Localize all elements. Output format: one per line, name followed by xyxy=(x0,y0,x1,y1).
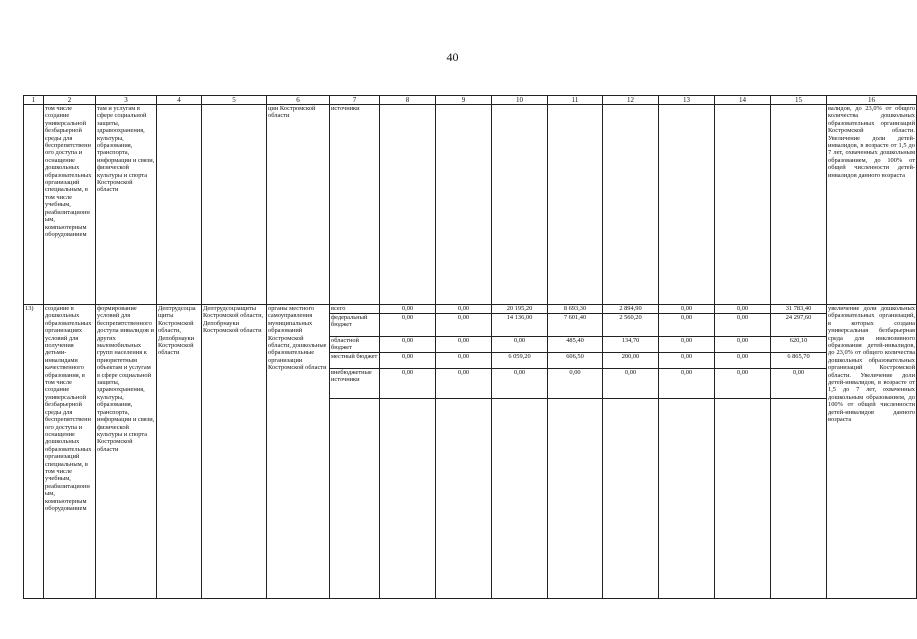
cell-value: 24 297,60 xyxy=(771,314,827,337)
cell-value: 0,00 xyxy=(715,337,771,353)
cell-value: 0,00 xyxy=(715,305,771,314)
cell-value: 0,00 xyxy=(436,305,492,314)
cell-value: 606,50 xyxy=(548,353,603,369)
cell-source: местный бюджет xyxy=(330,353,380,369)
cell-value: 0,00 xyxy=(492,369,548,399)
col-header: 15 xyxy=(771,96,827,105)
cell-participants: ции Костромской области xyxy=(267,105,330,305)
cell-row-number: 13) xyxy=(24,305,44,599)
cell-value: 0,00 xyxy=(492,337,548,353)
header-row xyxy=(24,96,917,105)
col-header: 1 xyxy=(24,96,44,105)
cell-goal: там и услугам в сфере социальной защиты, здравоохранения, культуры, образования, транспорта, информации и связи, физической культуры и спорта Костромской области xyxy=(96,105,157,305)
col-header: 13 xyxy=(659,96,715,105)
col-header: 5 xyxy=(202,96,267,105)
col-header: 6 xyxy=(267,96,330,105)
cell-value: 0,00 xyxy=(436,353,492,369)
cell-source: источники xyxy=(330,105,380,305)
cell-value: 0,00 xyxy=(659,353,715,369)
col-header: 8 xyxy=(380,96,436,105)
col-header: 16 xyxy=(827,96,917,105)
table-row-continued xyxy=(24,105,917,305)
page-number: 40 xyxy=(446,50,459,64)
col-header: 11 xyxy=(548,96,603,105)
cell-value: 2 560,20 xyxy=(603,314,659,337)
cell-value: 0,00 xyxy=(603,369,659,399)
cell-value: 0,00 xyxy=(436,369,492,399)
cell-value: 485,40 xyxy=(548,337,603,353)
cell-source: внебюджетные источники xyxy=(330,369,380,399)
cell-value: 0,00 xyxy=(548,369,603,399)
cell-value: 0,00 xyxy=(771,369,827,399)
cell-value: 0,00 xyxy=(715,369,771,399)
cell-value: 0,00 xyxy=(436,314,492,337)
col-header: 9 xyxy=(436,96,492,105)
cell-activity: том числе создание универсальной безбарьерной среды для беспрепятственного доступа и оснащение дошкольных образовательных организаций специальным, в том числе учебным, реабилитационным, компьютерным оборудованием xyxy=(44,105,96,305)
col-header: 2 xyxy=(44,96,96,105)
cell-value: 2 894,90 xyxy=(603,305,659,314)
cell-value: 0,00 xyxy=(659,305,715,314)
col-header: 10 xyxy=(492,96,548,105)
cell-source: всего xyxy=(330,305,380,314)
cell-value: 0,00 xyxy=(380,353,436,369)
cell-value: 14 136,00 xyxy=(492,314,548,337)
cell-value: 200,00 xyxy=(603,353,659,369)
table-row xyxy=(24,305,917,314)
cell-value: 620,10 xyxy=(771,337,827,353)
cell-value: 0,00 xyxy=(659,369,715,399)
cell-activity: создание в дошкольных образовательных организациях условий для получения детьми-инвалидами качественного образования, в том числе создание универсальной безбарьерной среды для беспрепятственного доступа и оснащение дошкольных образовательных организаций специальным, в том числе учебным, реабилитационным, компьютерным оборудованием xyxy=(44,305,96,599)
cell-result: валидов, до 23,0% от общего количества дошкольных образовательных организаций Костромской области. Увеличение доли детей-инвалидов, в возрасте от 1,5 до 7 лет, охваченных дошкольным образованием, до 100% от общей численности детей-инвалидов данного возраста xyxy=(827,105,917,305)
col-header: 4 xyxy=(157,96,202,105)
cell-value: 7 601,40 xyxy=(548,314,603,337)
cell-value: 6 865,70 xyxy=(771,353,827,369)
cell-executor: Дептрудсоцзащиты Костромской области, Депобрнауки Костромской области xyxy=(157,305,202,599)
cell-value: 0,00 xyxy=(715,353,771,369)
cell-value: 20 195,20 xyxy=(492,305,548,314)
cell-source: федеральный бюджет xyxy=(330,314,380,337)
cell-value: 8 693,30 xyxy=(548,305,603,314)
cell-participants: органы местного самоуправления муниципальных образований Костромской области, дошкольные образовательные организации Костромской области xyxy=(267,305,330,599)
cell-value: 134,70 xyxy=(603,337,659,353)
cell-source: областной бюджет xyxy=(330,337,380,353)
program-table xyxy=(23,95,917,599)
col-header: 14 xyxy=(715,96,771,105)
cell-value: 0,00 xyxy=(715,314,771,337)
cell-value: 0,00 xyxy=(380,305,436,314)
cell-value: 0,00 xyxy=(380,337,436,353)
cell-value: 31 783,40 xyxy=(771,305,827,314)
cell-value: 0,00 xyxy=(380,314,436,337)
cell-value: 0,00 xyxy=(659,337,715,353)
cell-value: 0,00 xyxy=(659,314,715,337)
cell-coexecutor: Дептрудсоцзащиты Костромской области, Депобрнауки Костромской области xyxy=(202,305,267,599)
cell-goal: формирование условий для беспрепятственного доступа инвалидов и других маломобильных групп населения к приоритетным объектам и услугам в сфере социальной защиты, здравоохранения, культуры, образования, транспорта, информации и связи, физической культуры и спорта Костромской области xyxy=(96,305,157,599)
col-header: 12 xyxy=(603,96,659,105)
cell-value: 6 059,20 xyxy=(492,353,548,369)
col-header: 3 xyxy=(96,96,157,105)
cell-value: 0,00 xyxy=(436,337,492,353)
cell-result: увеличение доли дошкольных образовательных организаций, в которых создана универсальная безбарьерная среда для инклюзивного образования детей-инвалидов, до 23,0% от общего количества дошкольных образовательных организаций Костромской области. Увеличение доли детей-инвалидов, в возрасте от 1,5 до 7 лет, охваченных дошкольным образованием, до 100% от общей численности детей-инвалидов данного возраста xyxy=(827,305,917,599)
cell-value: 0,00 xyxy=(380,369,436,399)
col-header: 7 xyxy=(330,96,380,105)
